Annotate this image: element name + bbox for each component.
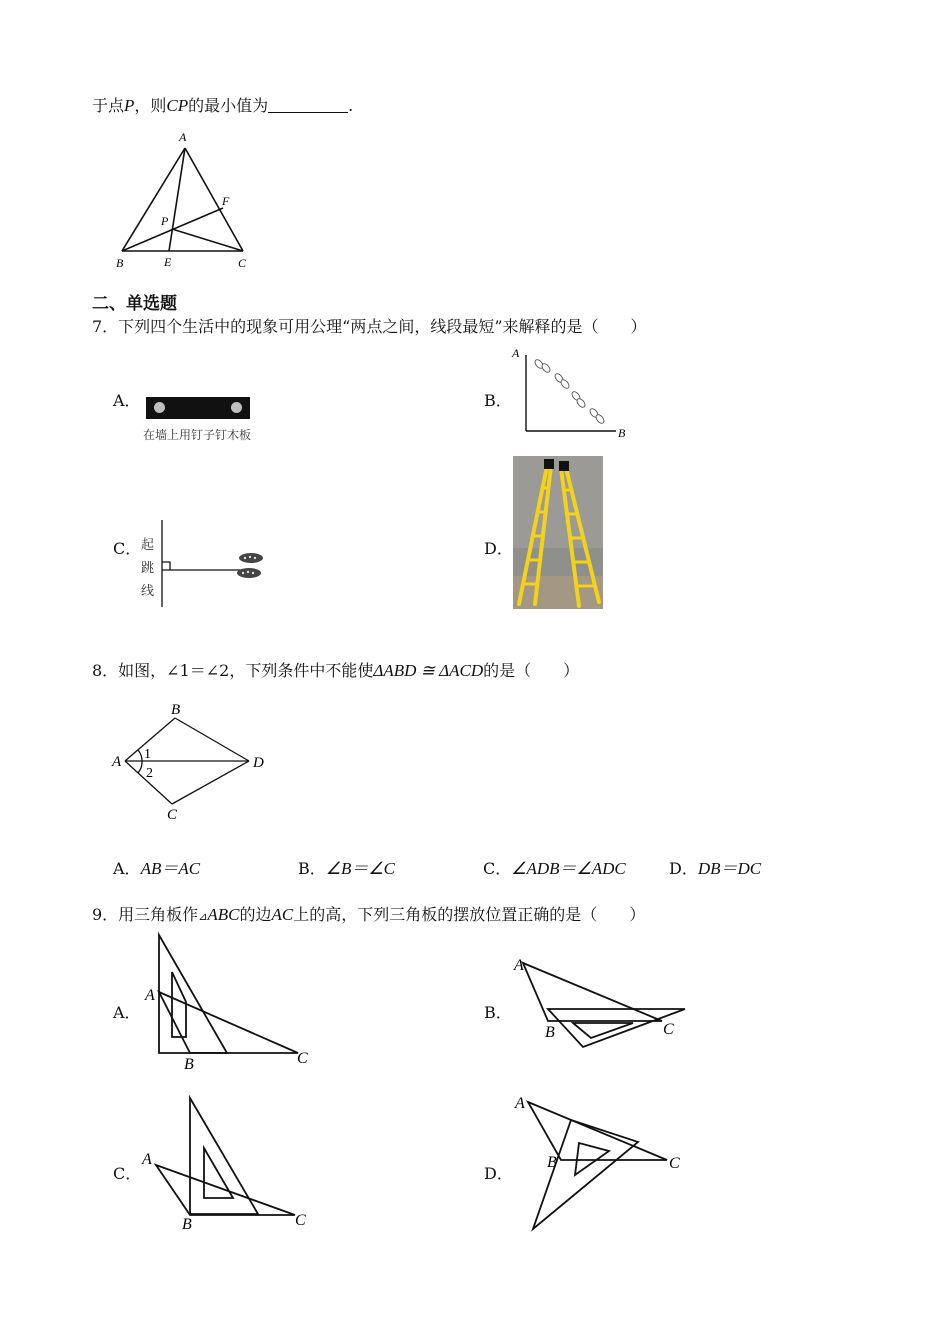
long-jump-diagram xyxy=(155,517,275,609)
q9-figure-d xyxy=(505,1090,695,1235)
q8-option-b[interactable] xyxy=(298,854,395,879)
q8-label-a: A xyxy=(112,754,122,770)
q8-label-d: D xyxy=(253,755,264,771)
nail-right-icon xyxy=(231,402,242,413)
q9-option-a-letter[interactable]: A． xyxy=(113,1003,141,1022)
q9b-label-b: B xyxy=(545,1024,555,1041)
q6-text: ，则 xyxy=(134,96,167,115)
q6-text: . xyxy=(348,96,354,115)
option-math: ∠ADB＝∠ADC xyxy=(511,859,626,878)
q8-option-d[interactable] xyxy=(669,854,761,879)
option-letter: A． xyxy=(113,859,141,878)
answer-blank[interactable] xyxy=(268,96,348,113)
q6-label-f: F xyxy=(222,194,230,208)
triangle-symbol: ⊿ xyxy=(198,910,208,923)
q8-stem xyxy=(92,658,579,681)
option-letter: C． xyxy=(483,859,512,878)
q6-label-c: C xyxy=(238,256,247,270)
footprints-diagram xyxy=(508,343,633,443)
q9d-label-a: A xyxy=(515,1095,525,1112)
q6-label-e: E xyxy=(164,255,172,269)
q9c-label-c: C xyxy=(295,1212,306,1229)
q6-tail-line xyxy=(92,93,353,116)
q9a-label-a: A xyxy=(145,987,155,1004)
q9a-label-b: B xyxy=(184,1056,194,1073)
q8-option-a[interactable] xyxy=(113,854,200,879)
q8-angle-1-label: 1 xyxy=(144,747,151,762)
q6-text: 的最小值为 xyxy=(188,96,269,115)
q7-option-a-letter[interactable]: A． xyxy=(113,391,141,410)
option-letter: B． xyxy=(298,859,326,878)
shoe-prints-icon xyxy=(237,553,263,578)
q7-option-c-letter[interactable]: C． xyxy=(113,539,142,558)
q8-angle-2-label: 2 xyxy=(146,766,153,781)
q6-label-a: A xyxy=(179,130,187,144)
q9-stem-mid: 的边 xyxy=(239,905,272,924)
q9-option-c-letter[interactable]: C． xyxy=(113,1164,142,1183)
q8-label-b: B xyxy=(171,702,181,718)
q9d-label-c: C xyxy=(669,1155,680,1172)
q8-option-c[interactable] xyxy=(483,854,626,879)
q9-stem-start: 9．用三角板作 xyxy=(92,905,199,924)
jump-line-char-1: 起 xyxy=(141,538,155,553)
q9a-label-c: C xyxy=(297,1050,308,1067)
q9d-label-b: B xyxy=(547,1154,557,1171)
q6-label-b: B xyxy=(116,256,124,270)
q9c-label-b: B xyxy=(182,1216,192,1233)
q9-stem-ac: AC xyxy=(271,905,294,924)
q9-figure-b xyxy=(505,950,695,1060)
q6-label-p: P xyxy=(161,214,169,228)
jump-line-char-3: 线 xyxy=(141,584,155,599)
q8-stem-end: 的是（ ） xyxy=(483,661,580,680)
option-math: ∠B＝∠C xyxy=(325,859,395,878)
ladder-photo xyxy=(513,456,603,609)
q6-text: 于点 xyxy=(92,96,125,115)
q9b-label-c: C xyxy=(663,1021,674,1038)
q9-option-b-letter[interactable]: B． xyxy=(484,1003,512,1022)
footprints-icon xyxy=(533,358,605,425)
q7-option-a-caption: 在墙上用钉子钉木板 xyxy=(143,428,252,442)
q7-option-b-letter[interactable]: B． xyxy=(484,391,512,410)
q7-stem: 7．下列四个生活中的现象可用公理“两点之间，线段最短”来解释的是（ ） xyxy=(92,317,647,336)
option-letter: D． xyxy=(669,859,698,878)
option-math: AB＝AC xyxy=(140,859,201,878)
q9c-label-a: A xyxy=(142,1151,152,1168)
q8-label-c: C xyxy=(167,807,178,823)
q9-stem xyxy=(92,902,645,925)
jump-line-char-2: 跳 xyxy=(141,561,155,576)
q9-figure-c xyxy=(140,1090,320,1235)
q8-stem-start: 8．如图，∠1＝∠2，下列条件中不能使 xyxy=(92,661,374,680)
q7-b-label-b: B xyxy=(618,426,626,440)
q9-stem-abc: ABC xyxy=(207,905,240,924)
q6-triangle-figure xyxy=(110,128,260,273)
q9-option-d-letter[interactable]: D． xyxy=(484,1164,513,1183)
q7-option-d-letter[interactable]: D． xyxy=(484,539,513,558)
nail-left-icon xyxy=(154,402,165,413)
q9b-label-a: A xyxy=(514,957,524,974)
section-title: 二、单选题 xyxy=(92,294,177,314)
q9-stem-end: 上的高，下列三角板的摆放位置正确的是（ ） xyxy=(293,905,646,924)
option-math: DB＝DC xyxy=(697,859,762,878)
q6-var-p: P xyxy=(124,96,135,115)
q7-b-label-a: A xyxy=(512,346,520,360)
q9-figure-a xyxy=(140,930,320,1075)
q8-quadrilateral-figure xyxy=(108,700,273,825)
q8-stem-math: ΔABD ≅ ΔACD xyxy=(373,661,484,680)
nailed-board-image xyxy=(146,397,250,419)
q6-var-cp: CP xyxy=(166,96,189,115)
